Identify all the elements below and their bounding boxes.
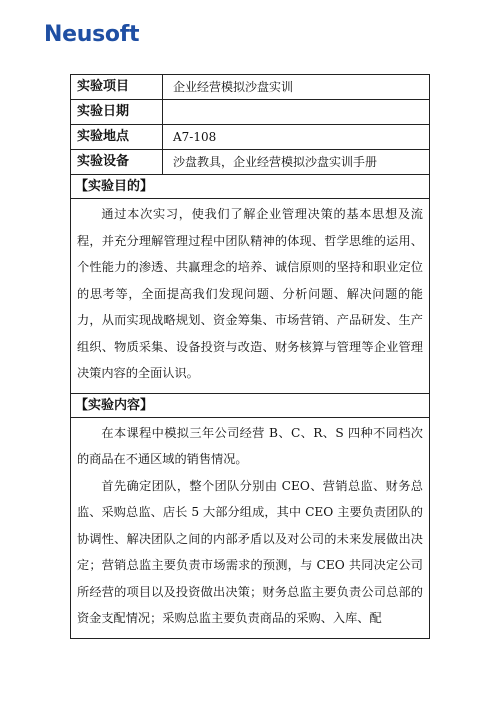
info-label: 实验日期 [71, 100, 163, 124]
info-row-location [71, 125, 429, 150]
info-label: 实验设备 [71, 150, 163, 174]
content-paragraph: 首先确定团队，整个团队分别由 CEO、营销总监、财务总监、采购总监、店长 5 大部分组成，其中 CEO 主要负责团队的协调性、解决团队之间的内部矛盾以及对公司的未来发展做出决定；营销总监主要负责市场需求的预测，与 CEO 共同决定公司所经营的项目以及投资做出决策；财务总监主要负责公司总部的资金支配情况；采购总监主要负责商品的采购、入库、配 [77, 478, 423, 625]
info-label: 实验项目 [71, 75, 163, 99]
info-row-equipment [71, 150, 429, 175]
purpose-paragraph: 通过本次实习，使我们了解企业管理决策的基本思想及流程，并充分理解管理过程中团队精神的体现、哲学思维的运用、个性能力的渗透、共赢理念的培养、诚信原则的坚持和职业定位的思考等，全面提高我们发现问题、分析问题、解决问题的能力，从而实现战略规划、资金筹集、市场营销、产品研发、生产组织、物质采集、设备投资与改造、财务核算与管理等企业管理决策内容的全面认识。 [77, 207, 423, 380]
info-value: 沙盘教具，企业经营模拟沙盘实训手册 [173, 155, 378, 169]
purpose-heading: 【实验目的】 [71, 175, 429, 199]
info-value [163, 100, 429, 124]
info-label: 实验地点 [71, 125, 163, 149]
content-body [71, 418, 429, 638]
info-row-project [71, 75, 429, 100]
experiment-report-table [70, 74, 430, 639]
info-row-date [71, 100, 429, 125]
info-value: A7-108 [173, 130, 217, 144]
info-value: 企业经营模拟沙盘实训 [173, 80, 294, 94]
content-heading: 【实验内容】 [71, 394, 429, 418]
purpose-body [71, 199, 429, 394]
content-paragraph: 在本课程中模拟三年公司经营 B、C、R、S 四种不同档次的商品在不通区域的销售情况。 [77, 425, 423, 466]
neusoft-logo: Neusoft [44, 22, 140, 47]
